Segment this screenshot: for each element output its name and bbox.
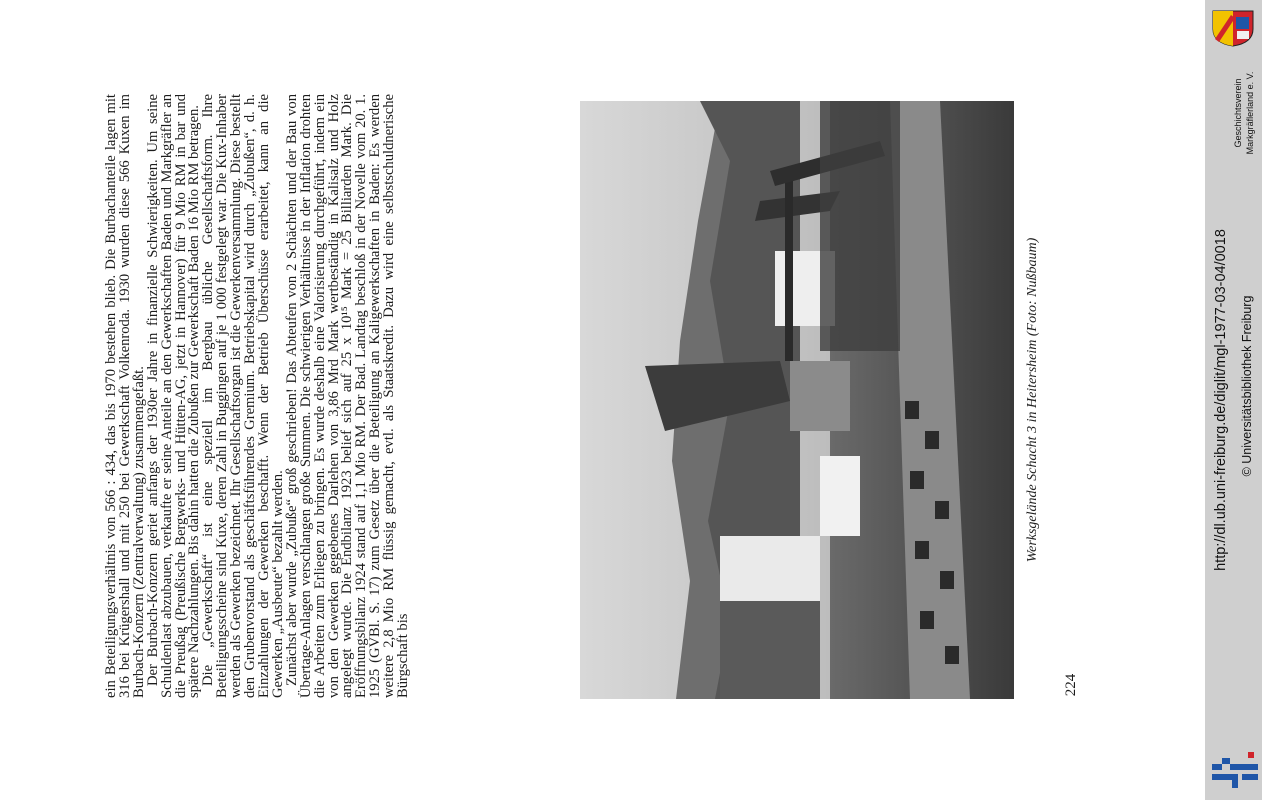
body-text [105, 94, 545, 698]
page-number: 224 [1063, 673, 1079, 697]
paragraph: Zunächst aber wurde „Zubuße“ groß geschrieben! Das Abteufen von 2 Schächten und der Bau von Übertage-Anlagen verschlangen große Summen. Die schwierigen Verhältnisse in der Inflation drohten die Arbeiten zum Erliegen zu bringen. Es wurde deshalb eine Valorisierung durchgeführt, indem ein von den Gewerken gegebenes Darlehen von 3,86 Mrd Mark wertbeständig in Kalisalz und Holz angelegt wurde. Die Endbilanz 1923 belief sich auf 25 x 10¹⁵ Mark = 25 Billiarden Mark. Die Eröffnungsbilanz 1924 stand auf 1,1 Mio RM. Der Bad. Landtag beschloß in der Novelle vom 20. 1. 1925 (GVBl. S. 17) zum Gesetz über die Beteiligung an Kaligewerkschaften in Baden: Es werden weitere 2,8 Mio RM flüssig gemacht, evtl. als Staatskredit. Dazu wird eine selbstschuldnerische Bürgschaft bis [283, 94, 412, 698]
paragraph: Die „Gewerkschaft“ ist eine speziell im Bergbau übliche Gesellschaftsform. Ihre Beteiligungsscheine sind Kuxe, deren Zahl in Buggingen auf je 1 000 festgelegt war. Die Kux-Inhaber werden als Gewerken bezeichnet. Ihr Gesellschaftsorgan ist die Gewerkenversammlung. Diese bestellt den Grubenvorstand als geschäftsführendes Gremium. Betriebskapital wird durch „Zubußen“, d. h. Einzahlungen der Gewerken beschafft. Wenn der Betrieb Überschüsse erarbeitet, kann an die Gewerken „Ausbeute“ bezahlt werden. [200, 94, 286, 698]
copyright-notice: © Universitätsbibliothek Freiburg [1240, 295, 1254, 477]
coat-of-arms-icon [1211, 9, 1255, 47]
photo-caption: Werksgelände Schacht 3 in Heitersheim (Foto: Nußbaum) [1025, 237, 1040, 563]
permalink-url[interactable]: http://dl.ub.uni-freiburg.de/diglit/mgl-1977-03-04/0018 [1213, 229, 1229, 571]
org-name: Geschichtsverein [1233, 78, 1243, 148]
org-subtitle: Markgräflerland e. V. [1245, 71, 1255, 155]
photo-illustration [580, 101, 1014, 699]
mine-site-photo [580, 101, 1014, 699]
university-library-logo-icon [1212, 748, 1258, 792]
sidebar-organization [1232, 68, 1258, 158]
paragraph: ein Beteiligungsverhältnis von 566 : 434, das bis 1970 bestehen blieb. Die Burbachanteile lagen mit 316 bei Krügershall und mit 250 bei Gewerkschaft Volkenroda. 1930 wurden diese 566 Kuxen im Burbach-Konzern (Zentralverwaltung) zusammengefaßt. [103, 94, 147, 698]
paragraph: Der Burbach-Konzern geriet anfangs der 1930er Jahre in finanzielle Schwierigkeiten. Um seine Schuldenlast abzubauen, verkaufte er seine Anteile an den Gewerkschaften Baden und Markgräfler an die Preußag (Preußische Bergwerks- und Hütten-AG, jetzt in Hannover) für 9 Mio RM in bar und spätere Nachzahlungen. Bis dahin hatten die Zubußen zur Gewerkschaft Baden 16 Mio RM betragen. [144, 94, 203, 698]
